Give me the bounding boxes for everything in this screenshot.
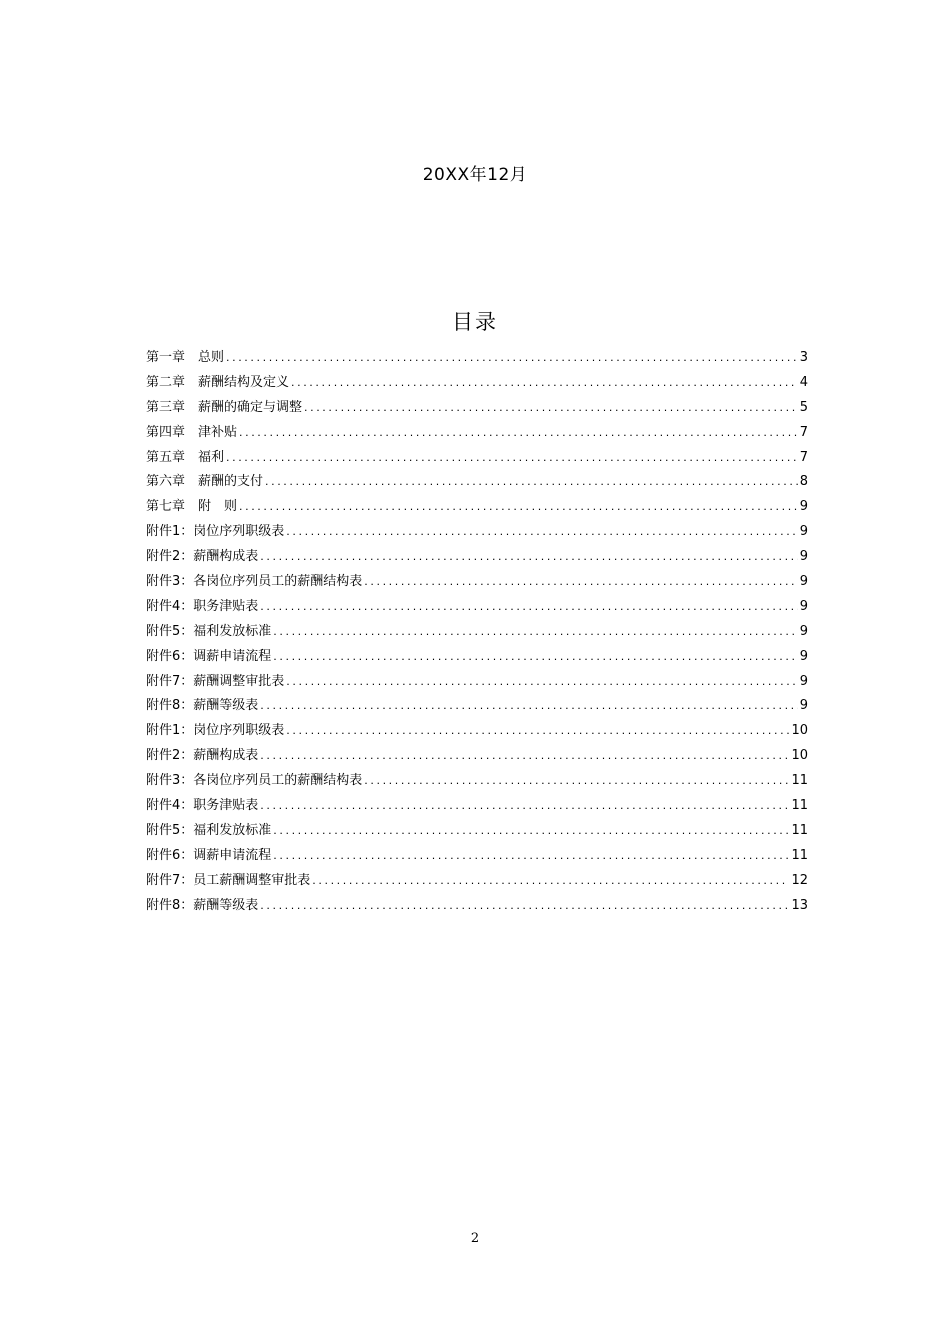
toc-entry[interactable] (146, 570, 808, 595)
toc-entry[interactable] (146, 421, 808, 446)
toc-entry-page: 9 (799, 698, 808, 714)
toc-entry-page: 9 (799, 598, 808, 614)
toc-dot-leader (226, 446, 798, 471)
toc-entry-page: 9 (799, 574, 808, 590)
table-of-contents (146, 346, 808, 918)
toc-entry-page: 9 (799, 648, 808, 664)
toc-entry[interactable] (146, 520, 808, 545)
toc-entry-label: 附件3：各岗位序列员工的薪酬结构表 (146, 773, 363, 789)
toc-entry-label: 附件5：福利发放标准 (146, 623, 272, 639)
toc-entry-label: 附件6：调薪申请流程 (146, 847, 272, 863)
toc-entry-label: 附件3：各岗位序列员工的薪酬结构表 (146, 574, 363, 590)
toc-entry-label: 附件1：岗位序列职级表 (146, 723, 285, 739)
toc-entry-page: 8 (799, 474, 808, 490)
toc-entry-label: 附件5：福利发放标准 (146, 822, 272, 838)
toc-entry-page: 4 (799, 374, 808, 390)
toc-entry[interactable] (146, 620, 808, 645)
toc-entry-label: 附件8：薪酬等级表 (146, 897, 259, 913)
toc-entry-label: 第二章 薪酬结构及定义 (146, 374, 290, 390)
toc-dot-leader (304, 396, 798, 421)
toc-dot-leader (364, 570, 797, 595)
toc-entry-label: 附件1：岗位序列职级表 (146, 524, 285, 540)
toc-entry-label: 附件7：薪酬调整审批表 (146, 673, 285, 689)
toc-entry-label: 第六章 薪酬的支付 (146, 474, 264, 490)
page-number: 2 (470, 1231, 480, 1246)
toc-entry-label: 第一章 总则 (146, 350, 225, 365)
toc-entry-page: 9 (799, 673, 808, 689)
toc-dot-leader (260, 694, 797, 719)
toc-dot-leader (239, 495, 798, 520)
toc-entry[interactable] (146, 595, 808, 620)
toc-entry-page: 12 (791, 872, 808, 888)
toc-dot-leader (273, 620, 797, 645)
toc-entry-page: 9 (799, 499, 808, 515)
toc-entry[interactable] (146, 346, 808, 371)
toc-dot-leader (260, 744, 789, 769)
toc-entry-page: 10 (791, 723, 808, 739)
toc-entry-page: 7 (799, 424, 808, 440)
toc-entry[interactable] (146, 470, 808, 495)
toc-entry[interactable] (146, 396, 808, 421)
toc-dot-leader (265, 470, 798, 495)
toc-entry-label: 附件2：薪酬构成表 (146, 549, 259, 565)
toc-entry[interactable] (146, 670, 808, 695)
toc-entry[interactable] (146, 545, 808, 570)
toc-entry-page: 9 (799, 549, 808, 565)
toc-entry[interactable] (146, 819, 808, 844)
toc-entry[interactable] (146, 371, 808, 396)
toc-entry-label: 附件4：职务津贴表 (146, 598, 259, 614)
toc-entry[interactable] (146, 744, 808, 769)
toc-dot-leader (260, 794, 789, 819)
toc-dot-leader (286, 520, 797, 545)
toc-entry-page: 11 (791, 773, 808, 789)
toc-entry-label: 附件6：调薪申请流程 (146, 648, 272, 664)
toc-entry-page: 11 (791, 798, 808, 814)
toc-title: 目录 (452, 310, 498, 334)
toc-dot-leader (286, 719, 789, 744)
toc-entry-label: 第三章 薪酬的确定与调整 (146, 399, 303, 415)
toc-dot-leader (260, 545, 797, 570)
toc-entry-page: 11 (791, 847, 808, 863)
toc-entry-label: 附件7：员工薪酬调整审批表 (146, 872, 311, 888)
toc-entry[interactable] (146, 769, 808, 794)
toc-entry[interactable] (146, 645, 808, 670)
toc-entry[interactable] (146, 894, 808, 919)
toc-dot-leader (239, 421, 798, 446)
document-date: 20XX年12月 (422, 165, 528, 185)
toc-entry-page: 7 (799, 449, 808, 465)
toc-entry-label: 第七章 附 则 (146, 499, 238, 515)
toc-dot-leader (364, 769, 789, 794)
toc-dot-leader (260, 894, 789, 919)
toc-dot-leader (260, 595, 797, 620)
toc-entry-label: 附件2：薪酬构成表 (146, 748, 259, 764)
toc-entry-page: 9 (799, 524, 808, 540)
toc-entry[interactable] (146, 844, 808, 869)
toc-entry[interactable] (146, 694, 808, 719)
toc-dot-leader (291, 371, 798, 396)
toc-entry[interactable] (146, 446, 808, 471)
toc-entry-page: 9 (799, 623, 808, 639)
toc-dot-leader (273, 844, 789, 869)
toc-entry-label: 附件4：职务津贴表 (146, 798, 259, 814)
toc-entry-page: 5 (799, 399, 808, 415)
toc-entry[interactable] (146, 495, 808, 520)
toc-dot-leader (273, 645, 797, 670)
toc-entry[interactable] (146, 719, 808, 744)
toc-dot-leader (286, 670, 797, 695)
toc-entry-page: 11 (791, 822, 808, 838)
toc-dot-leader (312, 869, 789, 894)
toc-entry-page: 10 (791, 748, 808, 764)
toc-entry[interactable] (146, 869, 808, 894)
toc-entry-label: 第四章 津补贴 (146, 424, 238, 440)
toc-entry[interactable] (146, 794, 808, 819)
toc-entry-label: 第五章 福利 (146, 449, 225, 465)
toc-entry-page: 13 (791, 897, 808, 913)
toc-entry-label: 附件8：薪酬等级表 (146, 698, 259, 714)
toc-entry-page: 3 (799, 350, 808, 365)
toc-dot-leader (273, 819, 789, 844)
toc-dot-leader (226, 346, 798, 371)
